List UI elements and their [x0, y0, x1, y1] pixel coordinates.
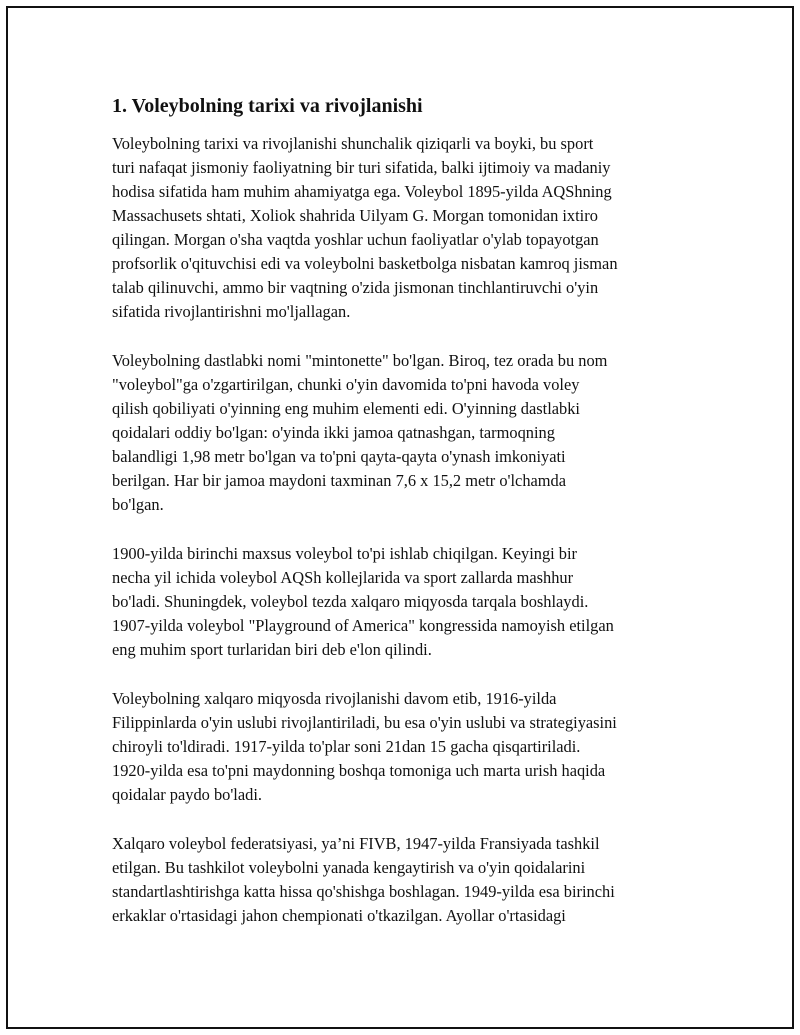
- paragraph-5: [112, 832, 702, 928]
- text-line: sifatida rivojlantirishni mo'ljallagan.: [112, 302, 351, 321]
- section-heading: 1. Voleybolning tarixi va rivojlanishi: [112, 95, 423, 117]
- text-line: 1900-yilda birinchi maxsus voleybol to'pi ishlab chiqilgan. Keyingi bir: [112, 544, 578, 563]
- text-line: Massachusets shtati, Xoliok shahrida Uilyam G. Morgan tomonidan ixtiro: [112, 206, 598, 225]
- text-line: necha yil ichida voleybol AQSh kollejlarida va sport zallarda mashhur: [112, 568, 574, 587]
- text-line: Voleybolning tarixi va rivojlanishi shunchalik qiziqarli va boyki, bu sport: [112, 134, 594, 153]
- text-line: bo'ladi. Shuningdek, voleybol tezda xalqaro miqyosda tarqala boshlaydi.: [112, 592, 589, 611]
- text-line: "voleybol"ga o'zgartirilgan, chunki o'yin davomida to'pni havoda voley: [112, 375, 580, 394]
- text-line: turi nafaqat jismoniy faoliyatning bir turi sifatida, balki ijtimoiy va madaniy: [112, 158, 611, 177]
- text-line: etilgan. Bu tashkilot voleybolni yanada kengaytirish va o'yin qoidalarini: [112, 858, 586, 877]
- text-line: qilingan. Morgan o'sha vaqtda yoshlar uchun faoliyatlar o'ylab topayotgan: [112, 230, 599, 249]
- text-line: berilgan. Har bir jamoa maydoni taxminan 7,6 x 15,2 metr o'lchamda: [112, 471, 567, 490]
- text-line: chiroyli to'ldiradi. 1917-yilda to'plar soni 21dan 15 gacha qisqartiriladi.: [112, 737, 581, 756]
- text-line: hodisa sifatida ham muhim ahamiyatga ega. Voleybol 1895-yilda AQShning: [112, 182, 612, 201]
- paragraph-1: [112, 132, 702, 324]
- text-line: balandligi 1,98 metr bo'lgan va to'pni qayta-qayta o'ynash imkoniyati: [112, 447, 566, 466]
- paragraph-3: [112, 542, 702, 662]
- text-line: Voleybolning xalqaro miqyosda rivojlanishi davom etib, 1916-yilda: [112, 689, 557, 708]
- text-line: qilish qobiliyati o'yinning eng muhim elementi edi. O'yinning dastlabki: [112, 399, 580, 418]
- text-line: 1920-yilda esa to'pni maydonning boshqa tomoniga uch marta urish haqida: [112, 761, 606, 780]
- text-line: 1907-yilda voleybol "Playground of America" kongressida namoyish etilgan: [112, 616, 614, 635]
- text-line: bo'lgan.: [112, 495, 164, 514]
- text-line: talab qilinuvchi, ammo bir vaqtning o'zida jismonan tinchlantiruvchi o'yin: [112, 278, 599, 297]
- text-line: qoidalari oddiy bo'lgan: o'yinda ikki jamoa qatnashgan, tarmoqning: [112, 423, 555, 442]
- paragraph-4: [112, 687, 702, 807]
- paragraph-2: [112, 349, 702, 517]
- text-line: profsorlik o'qituvchisi edi va voleybolni basketbolga nisbatan kamroq jisman: [112, 254, 618, 273]
- text-line: eng muhim sport turlaridan biri deb e'lon qilindi.: [112, 640, 432, 659]
- text-line: Voleybolning dastlabki nomi "mintonette" bo'lgan. Biroq, tez orada bu nom: [112, 351, 608, 370]
- text-line: erkaklar o'rtasidagi jahon chempionati o'tkazilgan. Ayollar o'rtasidagi: [112, 906, 566, 925]
- text-line: Xalqaro voleybol federatsiyasi, ya’ni FIVB, 1947-yilda Fransiyada tashkil: [112, 834, 600, 853]
- document-body: [112, 92, 702, 953]
- text-line: standartlashtirishga katta hissa qo'shishga boshlagan. 1949-yilda esa birinchi: [112, 882, 615, 901]
- text-line: qoidalar paydo bo'ladi.: [112, 785, 262, 804]
- text-line: Filippinlarda o'yin uslubi rivojlantiriladi, bu esa o'yin uslubi va strategiyasini: [112, 713, 617, 732]
